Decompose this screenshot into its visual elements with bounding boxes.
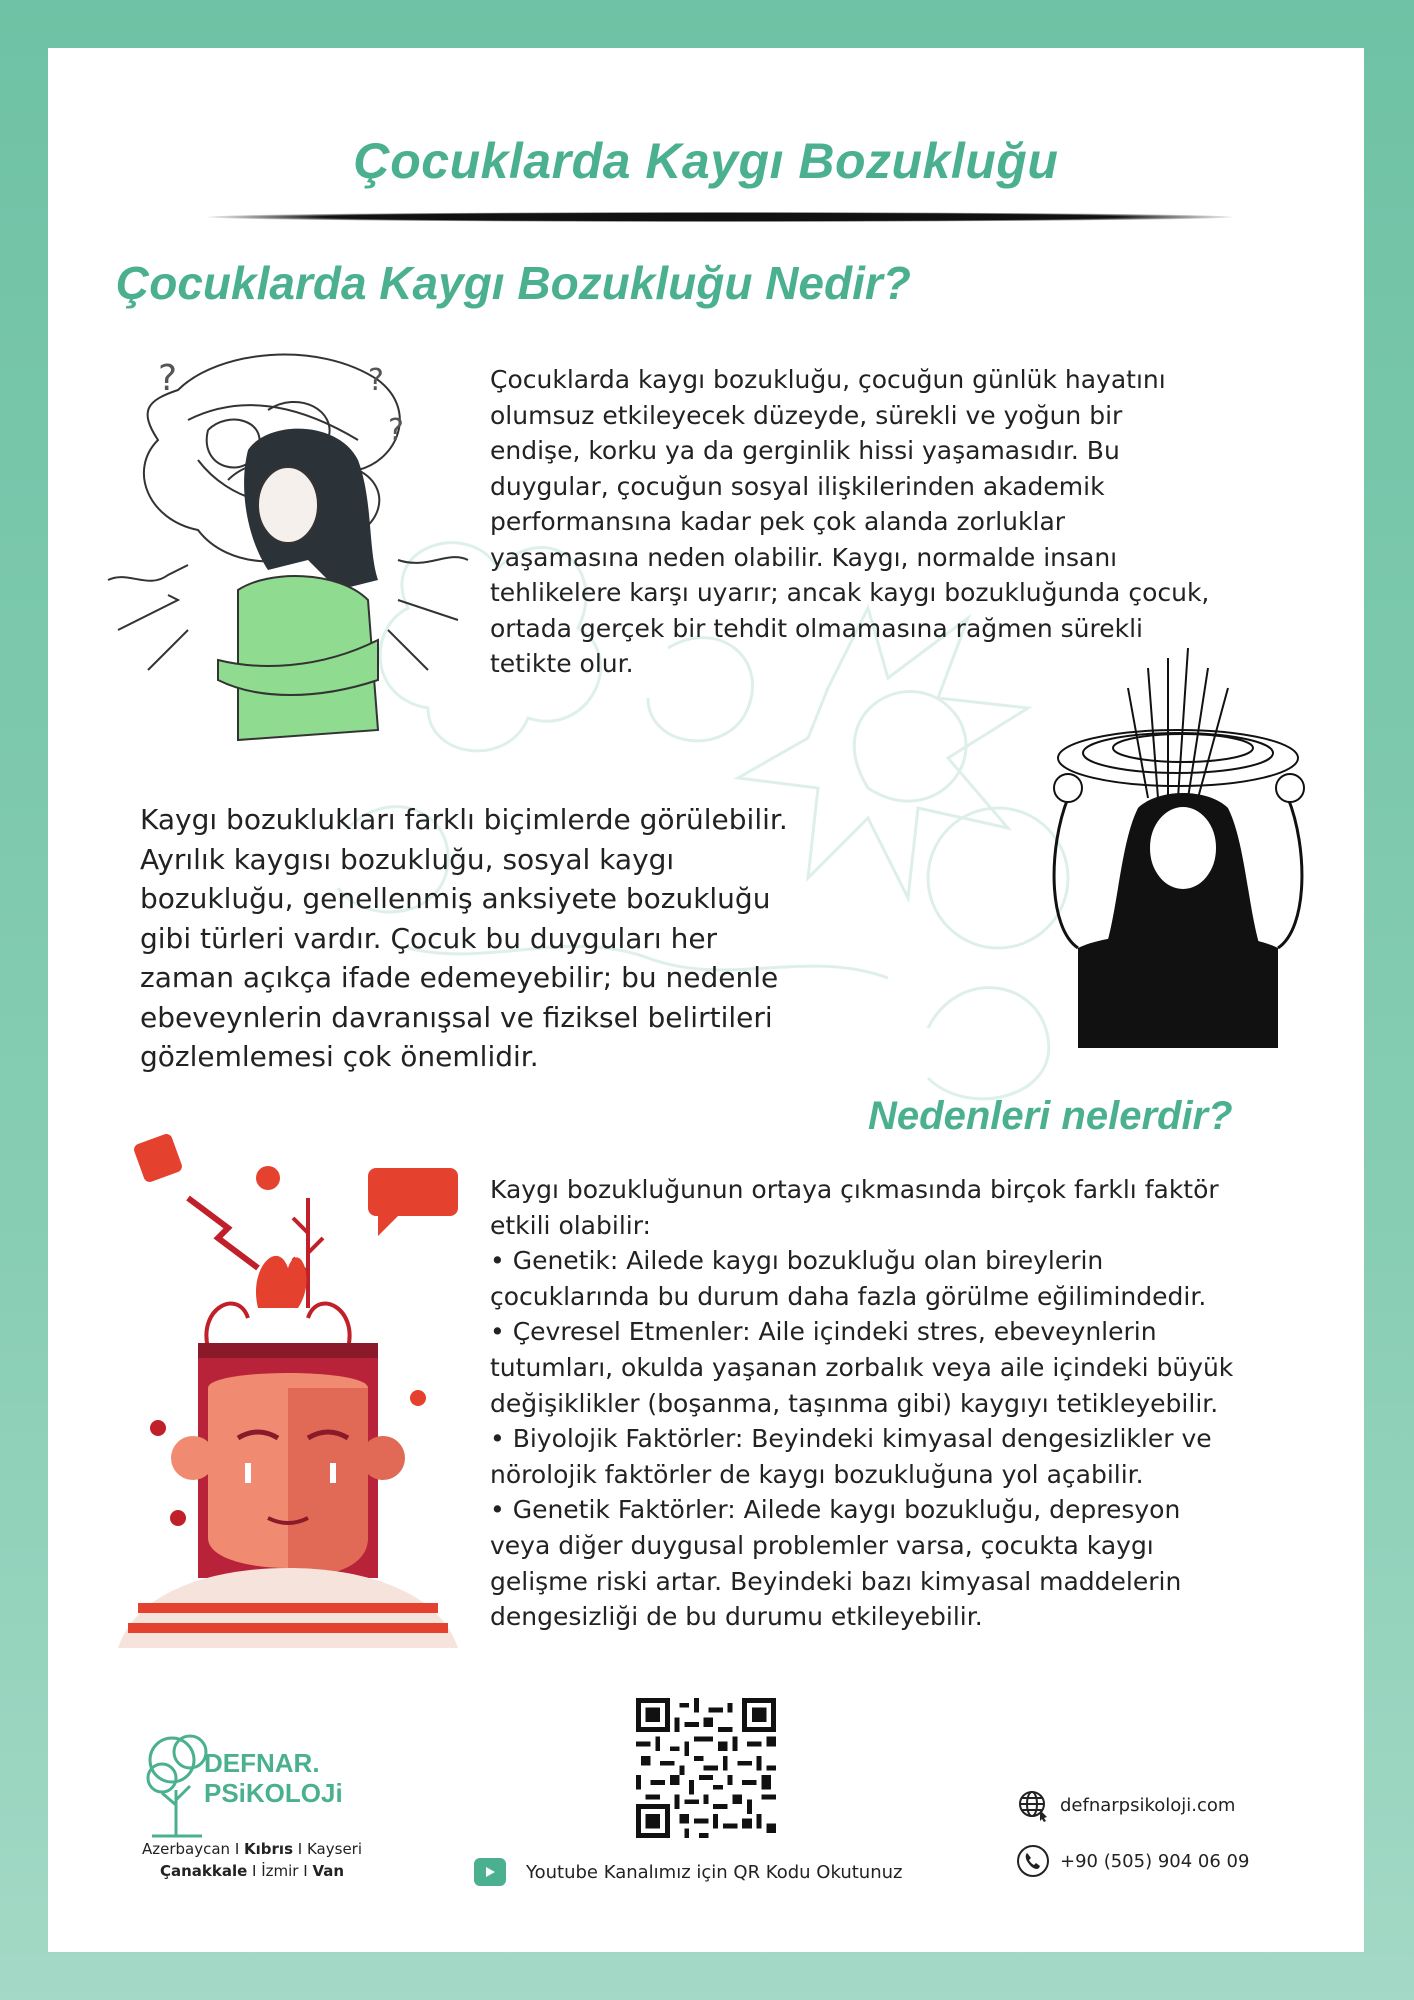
phone-text: +90 (505) 904 06 09 (1060, 1850, 1250, 1872)
text-line: Ayrılık kaygısı bozukluğu, sosyal kaygı (140, 842, 675, 876)
location-separator: I (247, 1862, 262, 1880)
text-line: zaman açıkça ifade edemeyebilir; bu nedenle (140, 961, 779, 994)
locations-line1 (132, 1838, 372, 1860)
location-separator: I (293, 1840, 307, 1858)
title-divider (208, 212, 1232, 222)
page-title: Çocuklarda Kaygı Bozukluğu (353, 133, 1059, 189)
svg-text:?: ? (368, 363, 384, 398)
text-line: yaşamasına neden olabilir. Kaygı, normalde insanı (490, 542, 1118, 572)
text-line: etkili olabilir: (490, 1210, 651, 1240)
text-line: çocuklarında bu durum daha fazla görülme eğilimindedir. (490, 1281, 1207, 1311)
text-line: tutumları, okulda yaşanan zorbalık veya aile içindeki büyük (490, 1352, 1234, 1382)
svg-text:?: ? (388, 413, 404, 448)
bullet-line: • Çevresel Etmenler: Aile içindeki stres, ebeveynlerin (490, 1317, 1157, 1347)
youtube-callout[interactable] (474, 1858, 902, 1886)
section1-paragraph (490, 362, 1364, 682)
anxious-girl-illustration (88, 330, 488, 760)
text-line: Kaygı bozuklukları farklı biçimlerde görülebilir. (140, 803, 788, 836)
text-line: tehlikelere karşı uyarır; ancak kaygı bozukluğunda çocuk, (490, 578, 1210, 607)
poster-card (48, 48, 1364, 1952)
section-heading-what: Çocuklarda Kaygı Bozukluğu Nedir? (116, 257, 911, 309)
bullet-line: • Genetik Faktörler: Ailede kaygı bozukluğu, depresyon (490, 1495, 1181, 1525)
text-line: nörolojik faktörler de kaygı bozukluğuna yol açabilir. (490, 1459, 1144, 1489)
text-line: gelişme riski artar. Beyindeki bazı kimyasal maddelerin (490, 1566, 1182, 1596)
bullet-line: • Biyolojik Faktörler: Beyindeki kimyasal dengesizlikler ve (490, 1424, 1212, 1454)
section-heading-causes: Nedenleri nelerdir? (868, 1094, 1233, 1138)
locations-list (132, 1838, 372, 1882)
bullet-line: • Genetik: Ailede kaygı bozukluğu olan bireylerin (490, 1246, 1104, 1276)
text-line: endişe, korku ya da gerginlik hissi yaşamasıdır. Bu (490, 436, 1120, 465)
location-izmir: İzmir (261, 1862, 299, 1880)
phone-icon (1016, 1844, 1050, 1878)
website-link[interactable] (1016, 1788, 1235, 1822)
qr-code[interactable] (636, 1698, 776, 1838)
youtube-callout-text: Youtube Kanalımız için QR Kodu Okutunuz (526, 1861, 903, 1883)
logo-line2: PSiKOLOJi (204, 1778, 343, 1808)
globe-icon (1016, 1788, 1050, 1822)
phone-link[interactable] (1016, 1844, 1249, 1878)
location-van: Van (312, 1862, 345, 1880)
text-line: gözlemlemesi çok önemlidir. (140, 1040, 539, 1073)
location-canakkale: Çanakkale (159, 1862, 248, 1880)
location-kayseri: Kayseri (306, 1840, 363, 1858)
text-line: tetikte olur. (490, 649, 634, 678)
text-line: olumsuz etkileyecek düzeyde, sürekli ve yoğun bir (490, 400, 1123, 430)
location-separator: I (298, 1862, 313, 1880)
text-line: gibi türleri vardır. Çocuk bu duyguları her (140, 921, 718, 955)
text-line: değişiklikler (boşanma, taşınma gibi) kaygıyı tetikleyebilir. (490, 1388, 1219, 1418)
text-line: duygular, çocuğun sosyal ilişkilerinden akademik (490, 471, 1105, 501)
svg-text:?: ? (158, 358, 178, 399)
section3-paragraph (490, 1172, 1364, 1635)
text-line: Çocuklarda kaygı bozukluğu, çocuğun günlük hayatını (490, 365, 1166, 394)
location-azerbaycan: Azerbaycan (141, 1840, 231, 1858)
text-line: dengesizliği de bu durumu etkileyebilir. (490, 1602, 983, 1632)
location-kibris: Kıbrıs (244, 1840, 294, 1858)
crying-head-illustration (98, 1128, 458, 1648)
youtube-icon (474, 1858, 506, 1886)
section2-paragraph (140, 800, 910, 1077)
text-line: veya diğer duygusal problemler varsa, çocukta kaygı (490, 1530, 1154, 1560)
website-text: defnarpsikoloji.com (1060, 1794, 1236, 1816)
text-line: Kaygı bozukluğunun ortaya çıkmasında birçok farklı faktör (490, 1175, 1219, 1204)
locations-line2 (132, 1860, 372, 1882)
text-line: bozukluğu, genellenmiş anksiyete bozukluğu (140, 882, 771, 915)
text-line: ebeveynlerin davranışsal ve fiziksel belirtileri (140, 1000, 773, 1034)
logo-line1: DEFNAR. (204, 1748, 320, 1778)
logo-text (204, 1748, 343, 1808)
text-line: performansına kadar pek çok alanda zorluklar (490, 507, 1066, 536)
location-separator: I (230, 1840, 245, 1858)
frustrated-woman-illustration (1018, 648, 1338, 1048)
text-line: ortada gerçek bir tehdit olmamasına rağmen sürekli (490, 613, 1144, 643)
